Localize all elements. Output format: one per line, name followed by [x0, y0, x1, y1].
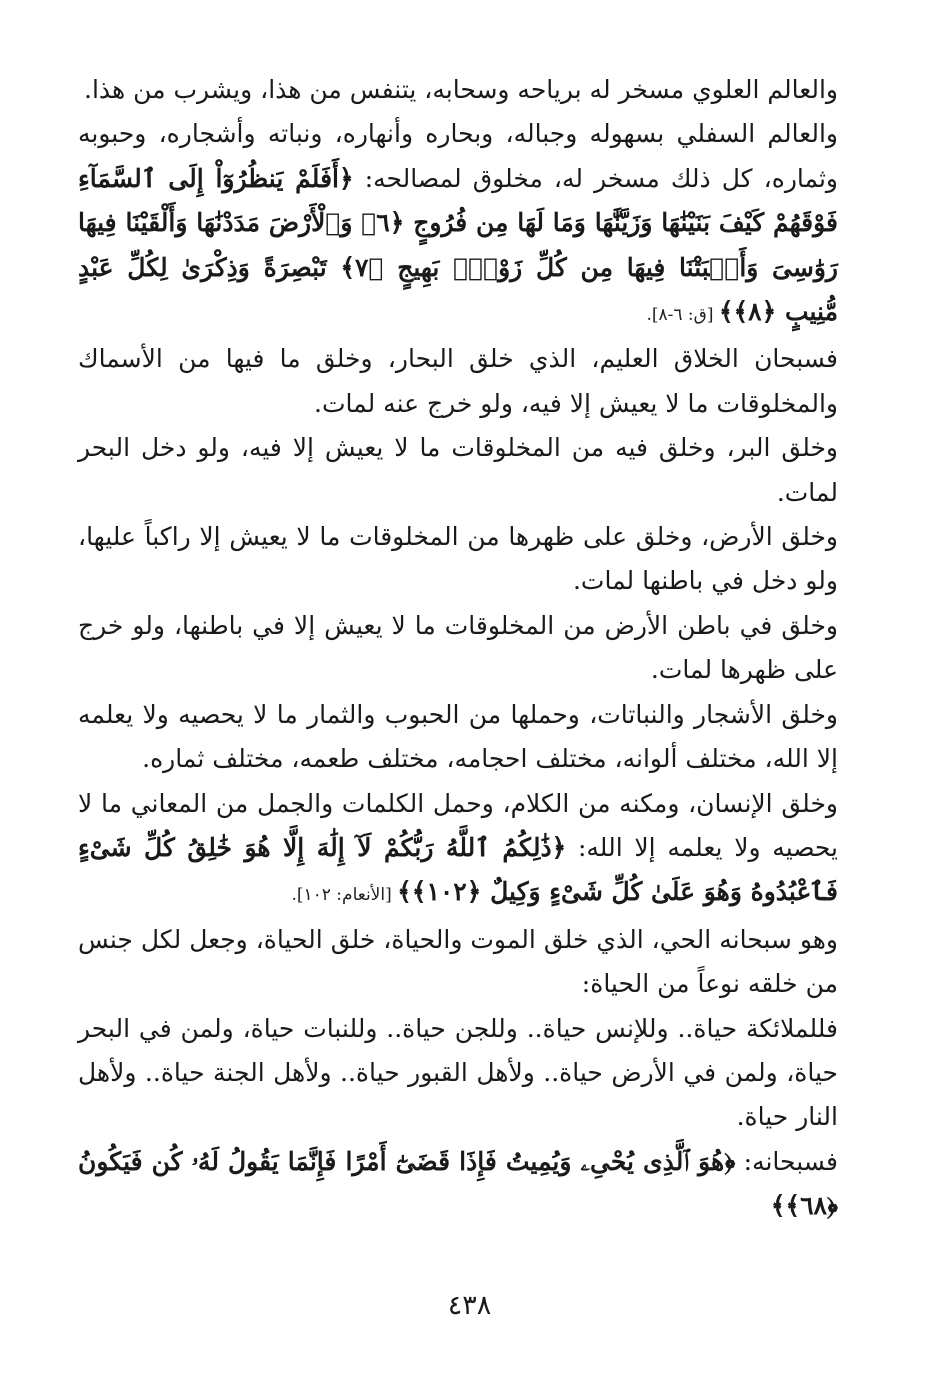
paragraph-5	[78, 515, 838, 604]
paragraph-text: والعالم السفلي بسهوله وجباله، وبحاره وأنهاره، ونباته وأشجاره، وحبوبه وثماره، كل ذلك مسخر له، مخلوق لمصالحه:	[78, 119, 838, 193]
paragraph-text: وخلق في باطن الأرض من المخلوقات ما لا يعيش إلا في باطنها، ولو خرج على ظهرها لمات.	[78, 610, 838, 685]
paragraph-7	[78, 693, 838, 782]
paragraph-text: وخلق الإنسان، ومكنه من الكلام، وحمل الكلمات والجمل من المعاني ما لا يحصيه ولا يعلمه إلا الله:	[78, 788, 839, 862]
verse-reference: [الأنعام: ١٠٢].	[291, 885, 398, 906]
paragraph-text: وخلق البر، وخلق فيه من المخلوقات ما لا يعيش إلا فيه، ولو دخل البحر لمات.	[78, 433, 838, 507]
paragraph-text: وهو سبحانه الحي، الذي خلق الموت والحياة، خلق الحياة، وجعل لكل جنس من خلقه نوعاً من الحياة:	[78, 924, 838, 999]
page-number: ٤٣٨	[447, 1290, 492, 1321]
verse-reference: [ق: ٦-٨].	[646, 305, 719, 326]
paragraph-2	[78, 112, 838, 337]
paragraph-9	[78, 918, 838, 1007]
paragraph-6	[78, 604, 838, 693]
quran-verse: ﴿أَفَلَمْ يَنظُرُوٓاْ إِلَى ٱلسَّمَآءِ فَوْقَهُمْ كَيْفَ بَنَيْنَٰهَا وَزَيَّنَّٰهَا وَمَا لَهَا مِن فُرُوجٍ ﴿٦﴾ وَٱلْأَرْضَ مَدَدْنَٰهَا وَأَلْقَيْنَا فِيهَا رَوَٰسِىَ وَأَنۢبَتْنَا فِيهَا مِن كُلِّ زَوْجٍۭ بَهِيجٍ ﴿٧﴾ تَبْصِرَةً وَذِكْرَىٰ لِكُلِّ عَبْدٍ مُّنِيبٍ ﴿٨﴾﴾	[78, 163, 838, 327]
paragraph-1	[78, 68, 838, 112]
paragraph-3	[78, 337, 838, 426]
quran-verse: ﴿ذَٰلِكُمُ ٱللَّهُ رَبُّكُمْ لَآ إِلَٰهَ إِلَّا هُوَ خَٰلِقُ كُلِّ شَىْءٍ فَٱعْبُدُوهُ وَهُوَ عَلَىٰ كُلِّ شَىْءٍ وَكِيلٌ ﴿١٠٢﴾﴾	[78, 832, 838, 907]
paragraph-8	[78, 782, 838, 918]
paragraph-text: فسبحان الخلاق العليم، الذي خلق البحار، وخلق ما فيها من الأسماك والمخلوقات ما لا يعيش إلا فيه، ولو خرج عنه لمات.	[78, 344, 838, 418]
paragraph-text: وخلق الأرض، وخلق على ظهرها من المخلوقات ما لا يعيش إلا راكباً عليها، ولو دخل في باطنها لمات.	[78, 522, 838, 596]
paragraph-10	[78, 1007, 838, 1140]
page-body	[78, 68, 838, 1229]
paragraph-text: فللملائكة حياة.. وللإنس حياة.. وللجن حياة.. وللنبات حياة، ولمن في البحر حياة، ولمن في الأرض حياة.. ولأهل القبور حياة.. ولأهل الجنة حياة.. ولأهل النار حياة.	[78, 1013, 838, 1132]
paragraph-text: وخلق الأشجار والنباتات، وحملها من الحبوب والثمار ما لا يحصيه ولا يعلمه إلا الله، مختلف ألوانه، مختلف احجامه، مختلف طعمه، مختلف ثماره.	[78, 699, 838, 774]
paragraph-4	[78, 426, 838, 515]
paragraph-text: والعالم العلوي مسخر له برياحه وسحابه، يتنفس من هذا، ويشرب من هذا.	[84, 75, 838, 104]
paragraph-11	[78, 1140, 838, 1229]
paragraph-text: فسبحانه:	[735, 1146, 838, 1176]
quran-verse: ﴿هُوَ ٱلَّذِى يُحْىِۦ وَيُمِيتُ فَإِذَا قَضَىٰٓ أَمْرًا فَإِنَّمَا يَقُولُ لَهُۥ كُن فَيَكُونُ ﴿٦٨﴾﴾	[78, 1146, 838, 1221]
